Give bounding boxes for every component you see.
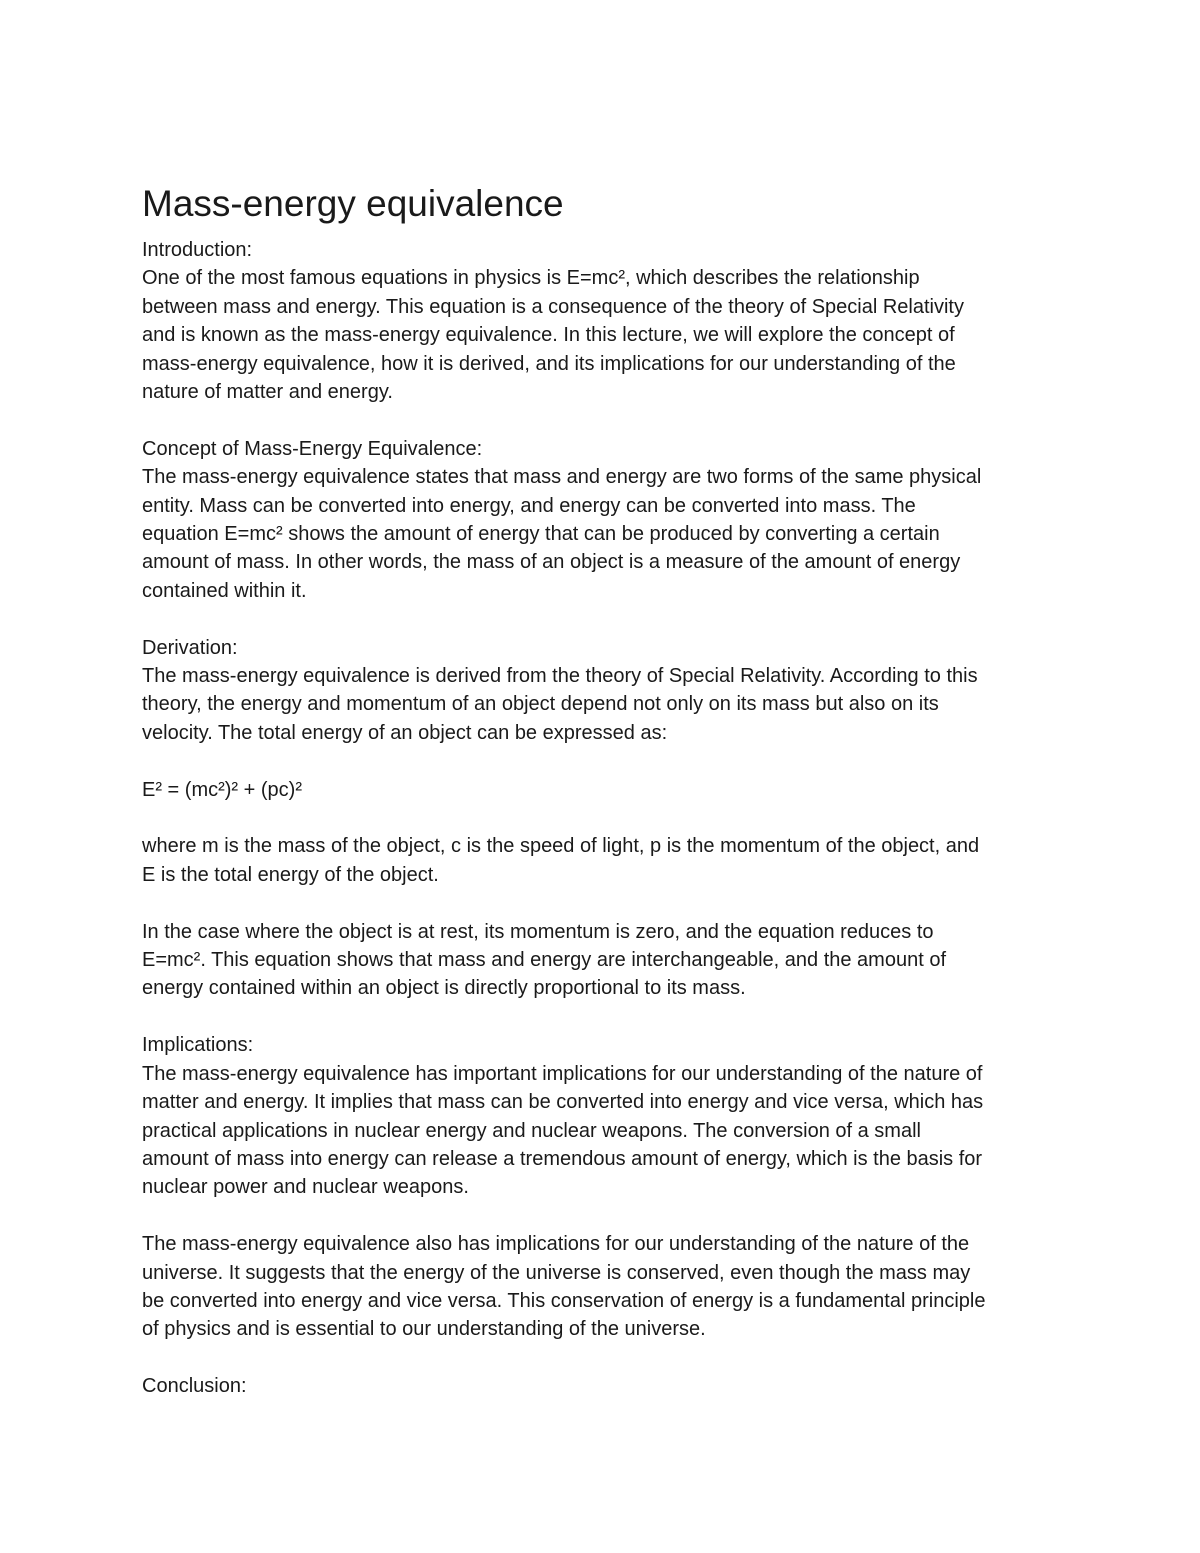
text-line: The mass-energy equivalence also has implications for our understanding of the nature of the <box>142 1233 970 1256</box>
document-body <box>142 236 1062 1401</box>
paragraph <box>142 1372 1062 1400</box>
paragraph-gap <box>142 804 1062 832</box>
paragraph-gap <box>142 605 1062 633</box>
text-line: Concept of Mass-Energy Equivalence: <box>142 437 483 460</box>
text-line: universe. It suggests that the energy of the universe is conserved, even though the mass may <box>142 1261 971 1284</box>
text-line: mass-energy equivalence, how it is derived, and its implications for our understanding of the <box>142 352 956 375</box>
text-line: The mass-energy equivalence has important implications for our understanding of the nature of <box>142 1062 983 1085</box>
text-line: where m is the mass of the object, c is the speed of light, p is the momentum of the object, and <box>142 835 980 858</box>
text-line: be converted into energy and vice versa. This conservation of energy is a fundamental principle <box>142 1289 986 1312</box>
document-page <box>142 178 1062 1401</box>
paragraph <box>142 634 1062 748</box>
text-line: The mass-energy equivalence is derived from the theory of Special Relativity. According to this <box>142 665 978 688</box>
paragraph-gap <box>142 406 1062 434</box>
text-line: equation E=mc² shows the amount of energy that can be produced by converting a certain <box>142 523 940 546</box>
text-line: nature of matter and energy. <box>142 381 393 404</box>
text-line: Derivation: <box>142 636 238 659</box>
text-line: contained within it. <box>142 579 307 602</box>
paragraph-gap <box>142 747 1062 775</box>
text-line: between mass and energy. This equation is a consequence of the theory of Special Relativity <box>142 295 964 318</box>
text-line: Conclusion: <box>142 1375 247 1398</box>
text-line: E=mc². This equation shows that mass and energy are interchangeable, and the amount of <box>142 949 947 972</box>
paragraph <box>142 918 1062 1003</box>
text-line: Implications: <box>142 1034 254 1057</box>
paragraph <box>142 832 1062 889</box>
text-line: One of the most famous equations in physics is E=mc², which describes the relationship <box>142 267 920 290</box>
paragraph-gap <box>142 1003 1062 1031</box>
paragraph <box>142 1031 1062 1201</box>
text-line: The mass-energy equivalence states that mass and energy are two forms of the same physical <box>142 466 982 489</box>
text-line: and is known as the mass-energy equivalence. In this lecture, we will explore the concept of <box>142 324 955 347</box>
paragraph-gap <box>142 1344 1062 1372</box>
paragraph <box>142 236 1062 406</box>
text-line: amount of mass into energy can release a tremendous amount of energy, which is the basis for <box>142 1147 983 1170</box>
text-line: matter and energy. It implies that mass can be converted into energy and vice versa, which has <box>142 1091 984 1114</box>
document-title: Mass-energy equivalence <box>142 183 564 224</box>
text-line: velocity. The total energy of an object can be expressed as: <box>142 721 668 744</box>
text-line: of physics and is essential to our understanding of the universe. <box>142 1318 706 1341</box>
text-line: energy contained within an object is directly proportional to its mass. <box>142 977 746 1000</box>
text-line: In the case where the object is at rest, its momentum is zero, and the equation reduces to <box>142 920 934 943</box>
text-line: Introduction: <box>142 239 253 261</box>
paragraph <box>142 1230 1062 1344</box>
text-line: nuclear power and nuclear weapons. <box>142 1176 469 1199</box>
text-line: E is the total energy of the object. <box>142 863 439 886</box>
text-line: E² = (mc²)² + (pc)² <box>142 778 302 801</box>
text-line: entity. Mass can be converted into energy, and energy can be converted into mass. The <box>142 494 916 517</box>
paragraph-gap <box>142 889 1062 917</box>
text-line: practical applications in nuclear energy and nuclear weapons. The conversion of a small <box>142 1119 921 1142</box>
text-line: theory, the energy and momentum of an object depend not only on its mass but also on its <box>142 693 939 716</box>
paragraph <box>142 776 1062 804</box>
paragraph <box>142 435 1062 605</box>
text-line: amount of mass. In other words, the mass of an object is a measure of the amount of energy <box>142 551 961 574</box>
paragraph-gap <box>142 1202 1062 1230</box>
